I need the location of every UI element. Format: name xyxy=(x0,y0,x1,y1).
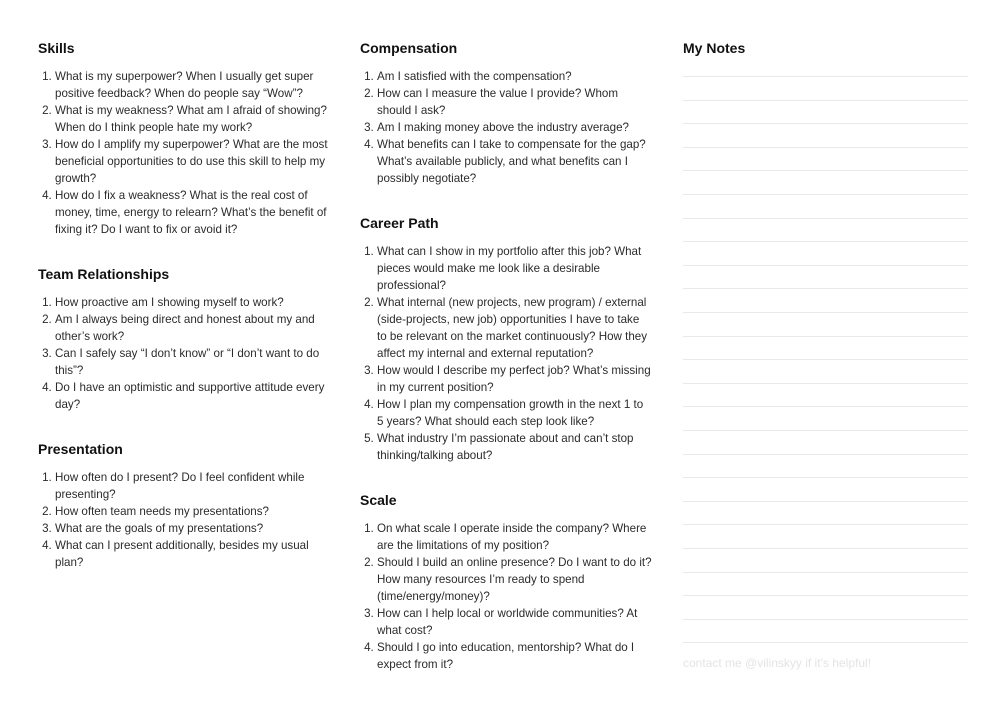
section-title: Career Path xyxy=(360,215,439,231)
section-scale xyxy=(360,490,652,673)
question-list xyxy=(360,68,652,187)
note-line[interactable] xyxy=(683,572,968,573)
question-list xyxy=(38,469,330,571)
note-line[interactable] xyxy=(683,265,968,266)
question-item: 2. Am I always being direct and honest about my and other’s work? xyxy=(55,311,330,345)
notes-title: My Notes xyxy=(683,40,746,56)
question-list xyxy=(38,294,330,413)
note-line[interactable] xyxy=(683,147,968,148)
question-item: 4. What benefits can I take to compensate for the gap? What’s available publicly, and what benefits can I possibly negotiate? xyxy=(377,136,652,187)
note-line[interactable] xyxy=(683,123,968,124)
note-line[interactable] xyxy=(683,548,968,549)
section-title: Scale xyxy=(360,492,397,508)
question-item: 3. Am I making money above the industry average? xyxy=(377,119,652,136)
question-item: 2. What is my weakness? What am I afraid of showing? When do I think people hate my work? xyxy=(55,102,330,136)
question-item: 4. How I plan my compensation growth in the next 1 to 5 years? What should each step look like? xyxy=(377,396,652,430)
note-line[interactable] xyxy=(683,194,968,195)
section-presentation xyxy=(38,439,330,571)
question-list xyxy=(38,68,330,238)
question-item: 1. What can I show in my portfolio after this job? What pieces would make me look like a desirable professional? xyxy=(377,243,652,294)
question-item: 2. How can I measure the value I provide? Whom should I ask? xyxy=(377,85,652,119)
section-title: Presentation xyxy=(38,441,123,457)
note-line[interactable] xyxy=(683,406,968,407)
question-list xyxy=(360,520,652,673)
question-item: 1. On what scale I operate inside the company? Where are the limitations of my position? xyxy=(377,520,652,554)
section-career-path xyxy=(360,213,652,464)
footer-contact-note: contact me @vilinskyy if it’s helpful! xyxy=(683,656,872,670)
section-team-relationships xyxy=(38,264,330,413)
note-line[interactable] xyxy=(683,76,968,77)
note-line[interactable] xyxy=(683,288,968,289)
note-line[interactable] xyxy=(683,218,968,219)
question-item: 1. How proactive am I showing myself to work? xyxy=(55,294,330,311)
question-item: 2. What internal (new projects, new program) / external (side-projects, new job) opportunities I have to take to be relevant on the market continuously? How they affect my internal and external reputation? xyxy=(377,294,652,362)
note-line[interactable] xyxy=(683,359,968,360)
note-line[interactable] xyxy=(683,501,968,502)
note-line[interactable] xyxy=(683,241,968,242)
note-line[interactable] xyxy=(683,619,968,620)
section-title: Team Relationships xyxy=(38,266,170,282)
section-title: Compensation xyxy=(360,40,458,56)
note-line[interactable] xyxy=(683,454,968,455)
question-item: 4. How do I fix a weakness? What is the real cost of money, time, energy to relearn? What’s the benefit of fixing it? Do I want to fix or avoid it? xyxy=(55,187,330,238)
column-middle xyxy=(360,38,652,699)
question-item: 2. How often team needs my presentations? xyxy=(55,503,330,520)
question-item: 3. How can I help local or worldwide communities? At what cost? xyxy=(377,605,652,639)
question-item: 3. How would I describe my perfect job? What’s missing in my current position? xyxy=(377,362,652,396)
notes-column xyxy=(683,38,968,670)
note-line[interactable] xyxy=(683,524,968,525)
question-item: 3. Can I safely say “I don’t know” or “I don’t want to do this”? xyxy=(55,345,330,379)
question-item: 4. Should I go into education, mentorship? What do I expect from it? xyxy=(377,639,652,673)
section-title: Skills xyxy=(38,40,75,56)
section-skills xyxy=(38,38,330,238)
question-item: 3. What are the goals of my presentations? xyxy=(55,520,330,537)
note-line[interactable] xyxy=(683,312,968,313)
question-item: 2. Should I build an online presence? Do I want to do it? How many resources I’m ready to spend (time/energy/money)? xyxy=(377,554,652,605)
question-item: 3. How do I amplify my superpower? What are the most beneficial opportunities to do use this skill to help my growth? xyxy=(55,136,330,187)
question-item: 4. Do I have an optimistic and supportive attitude every day? xyxy=(55,379,330,413)
note-line[interactable] xyxy=(683,336,968,337)
question-item: 5. What industry I’m passionate about and can’t stop thinking/talking about? xyxy=(377,430,652,464)
note-line[interactable] xyxy=(683,100,968,101)
question-item: 1. What is my superpower? When I usually get super positive feedback? When do people say “Wow”? xyxy=(55,68,330,102)
question-item: 1. Am I satisfied with the compensation? xyxy=(377,68,652,85)
note-line[interactable] xyxy=(683,477,968,478)
note-line[interactable] xyxy=(683,595,968,596)
note-line[interactable] xyxy=(683,383,968,384)
column-left xyxy=(38,38,330,597)
question-item: 1. How often do I present? Do I feel confident while presenting? xyxy=(55,469,330,503)
note-line[interactable] xyxy=(683,430,968,431)
question-list xyxy=(360,243,652,464)
note-line[interactable] xyxy=(683,170,968,171)
question-item: 4. What can I present additionally, besides my usual plan? xyxy=(55,537,330,571)
section-compensation xyxy=(360,38,652,187)
note-line[interactable] xyxy=(683,642,968,643)
